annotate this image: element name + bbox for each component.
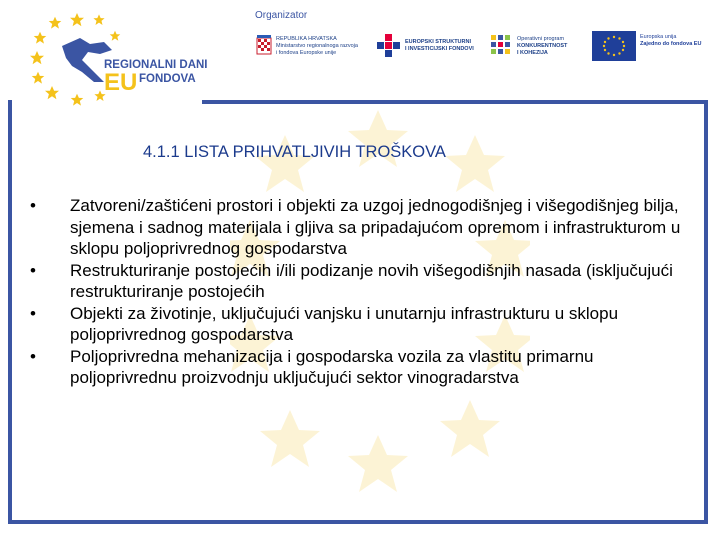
- sponsor-operational-programme: [490, 28, 567, 64]
- organizer-label: Organizator: [255, 10, 308, 21]
- list-item: [30, 303, 690, 346]
- eu-tagline-line1: Europska unija: [640, 34, 677, 40]
- list-item: [30, 346, 690, 389]
- sponsor-esi-line2: I INVESTICIJSKI FONDOVI: [405, 46, 474, 52]
- list-item: [30, 195, 690, 260]
- bullet-icon: •: [30, 346, 36, 366]
- bullet-icon: •: [30, 303, 36, 323]
- logo-text-line1: REGIONALNI DANI: [104, 59, 208, 71]
- eligible-costs-list: [30, 195, 690, 389]
- list-item-text: Zatvoreni/zaštićeni prostori i objekti za uzgoj jednogodišnjeg i višegodišnjeg bilja, sjemena i sadnog materijala i gljiva sa pripadajućom opremom i infrastrukturom u sklopu poljoprivrednog gospodarstva: [70, 196, 681, 258]
- list-item-text: Objekti za životinje, uključujući vanjsku i unutarnju infrastrukturu u sklopu poljoprivrednog gospodarstva: [70, 303, 619, 344]
- sponsor-ministry-line1: REPUBLIKA HRVATSKA: [276, 35, 337, 42]
- regionalni-dani-logo: [22, 8, 252, 108]
- bullet-icon: •: [30, 196, 36, 215]
- sponsor-esi-line1: EUROPSKI STRUKTURNI: [405, 39, 472, 45]
- page-title: 4.1.1 LISTA PRIHVATLJIVIH TROŠKOVA: [143, 143, 446, 161]
- sponsor-op-line3: I KOHEZIJA: [517, 49, 548, 56]
- bullet-icon: •: [30, 260, 36, 280]
- content-frame-top: [202, 100, 708, 104]
- eu-tagline-line2: Zajedno do fondova EU: [640, 41, 702, 47]
- croatia-coat-of-arms-icon: [256, 35, 272, 57]
- list-item-text: Poljoprivredna mehanizacija i gospodarska vozila za vlastitu primarnu poljoprivrednu proizvodnju uključujući sektor vinogradarstva: [70, 346, 594, 387]
- logo-text-line2: FONDOVA: [139, 73, 196, 85]
- esi-funds-icon: [376, 33, 402, 59]
- eu-flag-icon: [592, 31, 636, 61]
- operational-programme-icon: [490, 33, 514, 59]
- sponsor-op-line2: KONKURENTNOST: [517, 42, 568, 49]
- sponsor-esi-funds: [376, 28, 474, 64]
- logo-text-eu: EU: [104, 69, 138, 96]
- list-item-text: Restrukturiranje postojećih i/ili podizanje novih višegodišnjih nasada (isključujući restrukturiranje postojećih: [70, 260, 673, 301]
- sponsor-ministry: [256, 28, 358, 64]
- sponsor-ministry-line2: Ministarstvo regionalnoga razvoja: [276, 42, 358, 49]
- list-item: [30, 260, 690, 303]
- sponsor-ministry-line3: i fondova Europske unije: [276, 49, 337, 56]
- eu-tagline: [640, 34, 701, 48]
- sponsor-op-line1: Operativni program: [517, 35, 565, 42]
